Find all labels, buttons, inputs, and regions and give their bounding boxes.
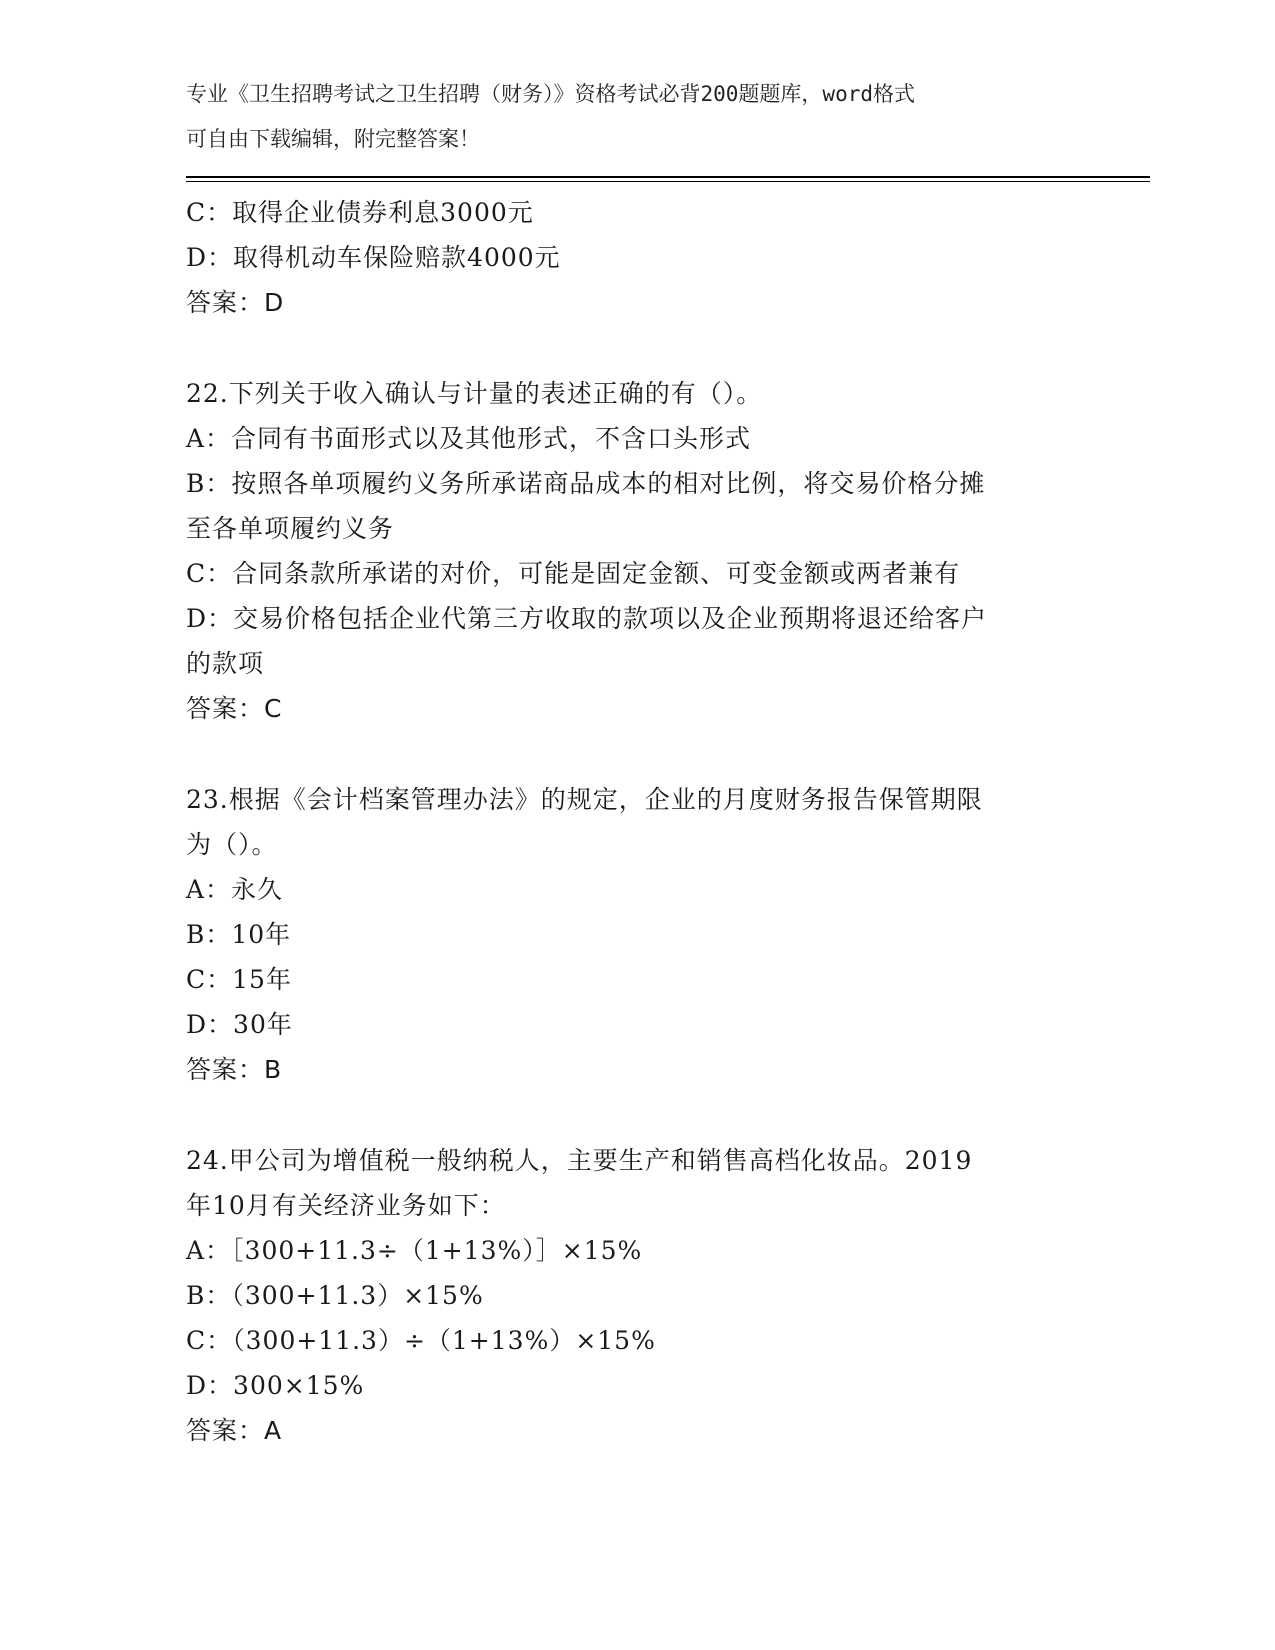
answer-line: 答案：D (186, 288, 285, 317)
header-line-2: 可自由下载编辑，附完整答案！ (186, 127, 480, 151)
question-text-continued: 年10月有关经济业务如下： (186, 1191, 506, 1220)
option-d-continued: 的款项 (186, 649, 265, 678)
option-c: C：（300+11.3）÷（1+13%）×15% (186, 1326, 656, 1355)
question-text: 23.根据《会计档案管理办法》的规定，企业的月度财务报告保管期限 (186, 785, 983, 814)
answer-line: 答案：A (186, 1416, 283, 1445)
header-line-1: 专业《卫生招聘考试之卫生招聘（财务）》资格考试必背200题题库，word格式 (186, 82, 915, 106)
option-d: D：交易价格包括企业代第三方收取的款项以及企业预期将退还给客户 (186, 604, 988, 633)
continued-question (186, 190, 1086, 325)
question-list (186, 190, 1086, 1453)
document-header (186, 72, 1066, 162)
option-d: D：取得机动车保险赔款4000元 (186, 243, 561, 272)
option-a: A：合同有书面形式以及其他形式，不含口头形式 (186, 424, 752, 453)
question-24 (186, 1138, 1086, 1453)
answer-line: 答案：B (186, 1055, 283, 1084)
option-b: B：（300+11.3）×15% (186, 1281, 484, 1310)
option-b: B：按照各单项履约义务所承诺商品成本的相对比例，将交易价格分摊 (186, 469, 986, 498)
question-text: 24.甲公司为增值税一般纳税人，主要生产和销售高档化妆品。2019 (186, 1146, 973, 1175)
option-c: C：合同条款所承诺的对价，可能是固定金额、可变金额或两者兼有 (186, 559, 961, 588)
option-c: C：15年 (186, 965, 292, 994)
option-a: A：［300+11.3÷（1+13%）］×15% (186, 1236, 643, 1265)
option-d: D：30年 (186, 1010, 293, 1039)
question-text: 22.下列关于收入确认与计量的表述正确的有（）。 (186, 379, 763, 408)
option-b-continued: 至各单项履约义务 (186, 514, 395, 543)
header-divider-thin (186, 181, 1150, 182)
question-22 (186, 371, 1086, 731)
question-23 (186, 777, 1086, 1092)
option-d: D：300×15% (186, 1371, 365, 1400)
answer-line: 答案：C (186, 694, 283, 723)
header-divider-thick (186, 176, 1150, 178)
option-b: B：10年 (186, 920, 292, 949)
option-a: A：永久 (186, 875, 284, 904)
question-text-continued: 为（）。 (186, 830, 278, 859)
option-c: C：取得企业债券利息3000元 (186, 198, 534, 227)
